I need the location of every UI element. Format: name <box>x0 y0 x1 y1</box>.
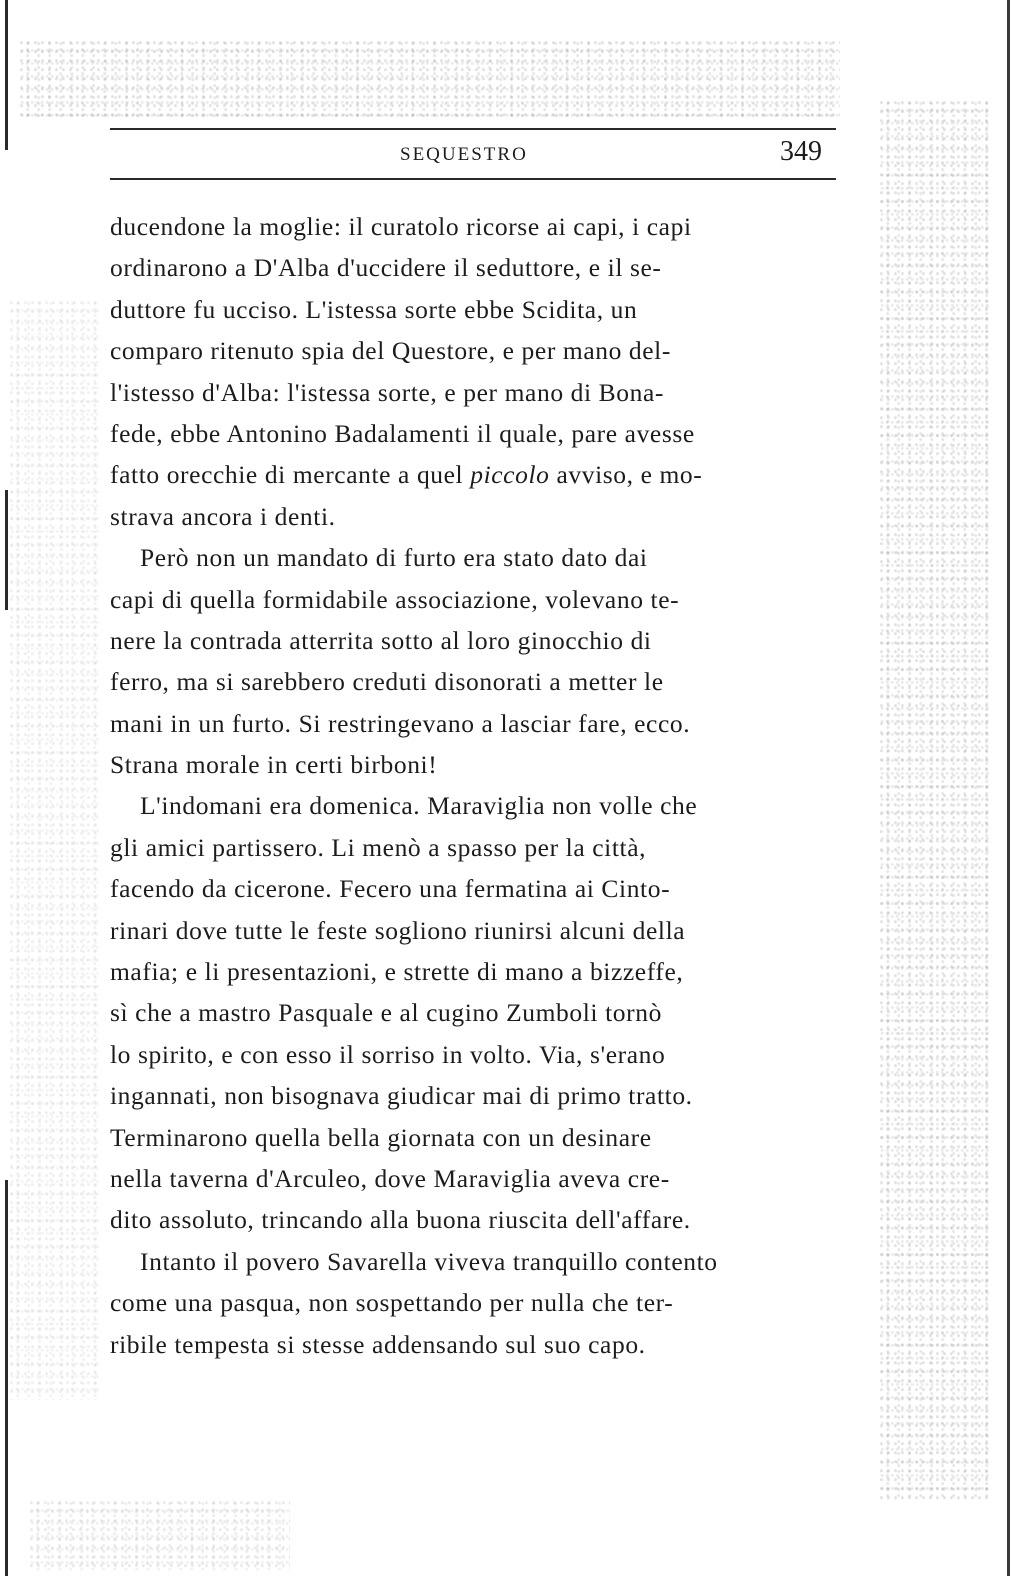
text-line: capi di quella formidabile associazione, volevano te- <box>110 584 680 614</box>
body-text <box>110 206 840 1365</box>
running-head: SEQUESTRO <box>400 144 528 165</box>
text-line: lo spirito, e con esso il sorriso in volto. Via, s'erano <box>110 1039 666 1069</box>
text-line: mani in un furto. Si restringevano a lasciar fare, ecco. <box>110 708 691 738</box>
text-line: mafia; e li presentazioni, e strette di mano a bizzeffe, <box>110 957 684 987</box>
italic-word: piccolo <box>470 460 550 490</box>
text-line: come una pasqua, non sospettando per nulla che ter- <box>110 1288 674 1318</box>
text-line: Terminarono quella bella giornata con un desinare <box>110 1122 652 1152</box>
text-run: avviso, e mo- <box>549 460 703 490</box>
page-edge-left-bottom <box>5 1180 8 1576</box>
paragraph-start-line: L'indomani era domenica. Maraviglia non volle che <box>140 791 698 821</box>
scan-noise-right <box>880 100 990 1500</box>
paragraph-start-line: Però non un mandato di furto era stato dato dai <box>140 543 648 573</box>
text-line: ordinarono a D'Alba d'uccidere il seduttore, e il se- <box>110 253 662 283</box>
scan-noise-bottom <box>30 1500 290 1570</box>
text-line: comparo ritenuto spia del Questore, e per mano del- <box>110 336 671 366</box>
scan-noise-left <box>10 300 100 1400</box>
text-line: nella taverna d'Arculeo, dove Maraviglia aveva cre- <box>110 1163 670 1193</box>
text-line: fede, ebbe Antonino Badalamenti il quale, pare avesse <box>110 418 695 448</box>
text-line: ducendone la moglie: il curatolo ricorse ai capi, i capi <box>110 212 692 241</box>
text-line: sì che a mastro Pasquale e al cugino Zumboli tornò <box>110 998 662 1028</box>
page-header <box>110 122 836 182</box>
page-edge-left-mid <box>5 490 8 610</box>
page-number: 349 <box>780 136 822 167</box>
page-edge-right <box>1007 0 1010 1576</box>
text-line: Strana morale in certi birboni! <box>110 750 438 780</box>
text-line: strava ancora i denti. <box>110 501 336 531</box>
header-rule-top <box>110 128 836 130</box>
text-run: fatto orecchie di mercante a quel <box>110 460 471 490</box>
text-line: ingannati, non bisognava giudicar mai di primo tratto. <box>110 1081 693 1111</box>
text-line: ferro, ma si sarebbero creduti disonorati a metter le <box>110 667 664 697</box>
text-line: dito assoluto, trincando alla buona riuscita dell'affare. <box>110 1205 691 1235</box>
text-line: nere la contrada atterrita sotto al loro ginocchio di <box>110 625 652 655</box>
text-line: duttore fu ucciso. L'istessa sorte ebbe Scidita, un <box>110 294 638 324</box>
text-line: gli amici partissero. Li menò a spasso per la città, <box>110 832 647 862</box>
page-edge-left <box>5 0 8 150</box>
header-rule-bottom <box>110 178 836 180</box>
paragraph-start-line: Intanto il povero Savarella viveva tranquillo contento <box>140 1246 718 1276</box>
scan-noise-top <box>20 40 840 120</box>
text-line: l'istesso d'Alba: l'istessa sorte, e per mano di Bona- <box>110 377 664 407</box>
text-line: facendo da cicerone. Fecero una fermatina ai Cinto- <box>110 874 671 904</box>
text-line <box>110 454 840 495</box>
text-line: rinari dove tutte le feste sogliono riunirsi alcuni della <box>110 915 686 945</box>
text-line: ribile tempesta si stesse addensando sul suo capo. <box>110 1329 646 1359</box>
